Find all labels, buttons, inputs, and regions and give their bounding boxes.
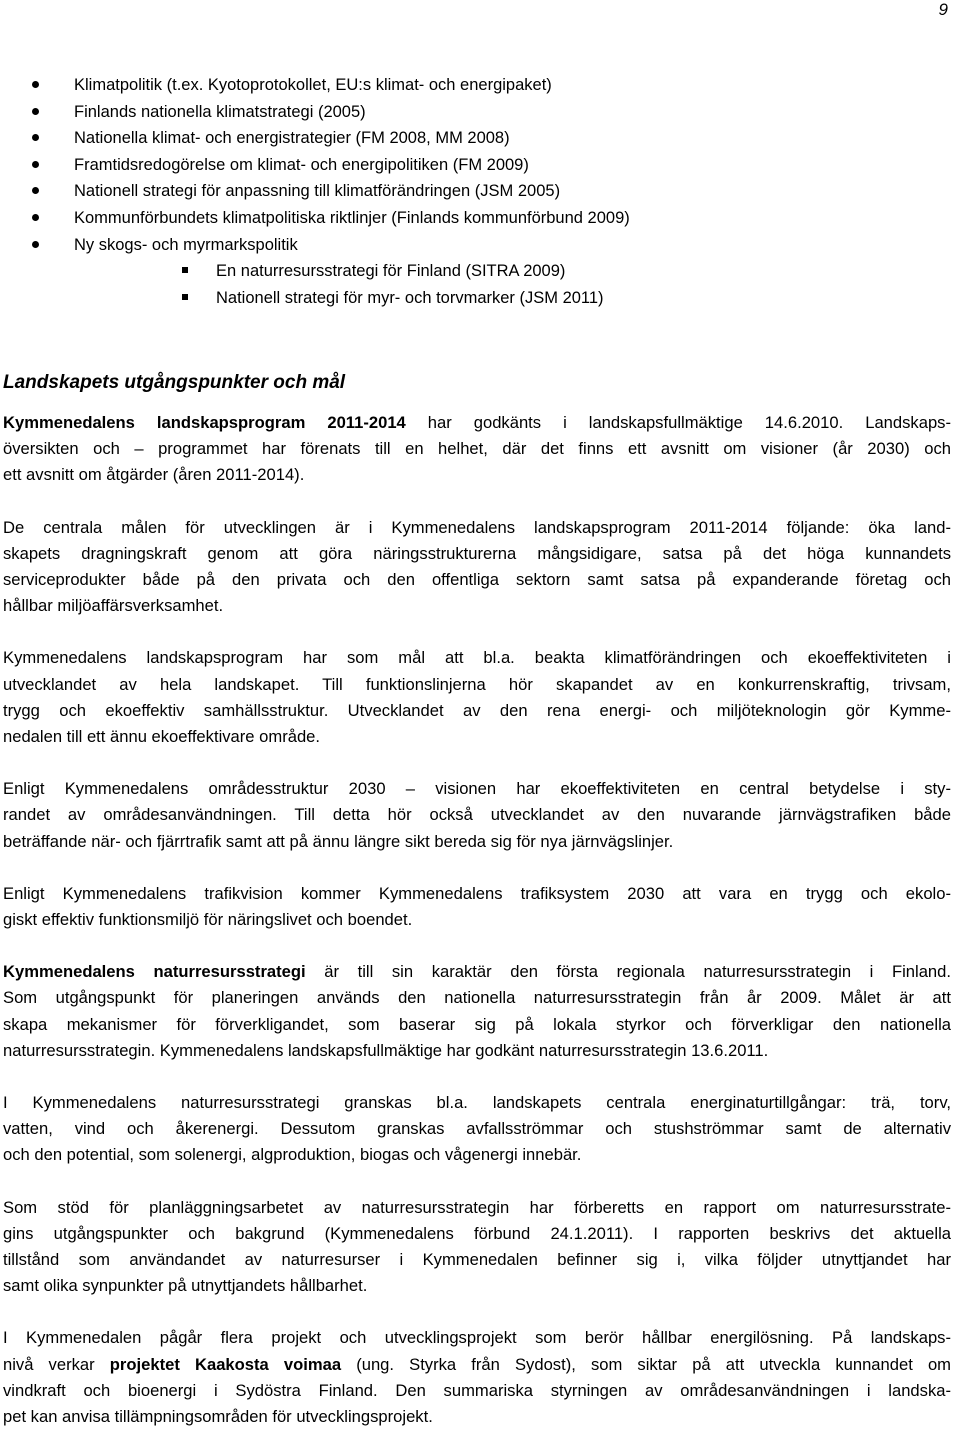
paragraph-trafikvision: Enligt Kymmenedalens trafikvision kommer Kymmenedalens trafiksystem 2030 att vara en trygg och ekolo- giskt effektiv funktionsmiljö för näringslivet och boendet.: [3, 883, 951, 930]
list-item: Nationell strategi för anpassning till klimatförändringen (JSM 2005): [0, 178, 940, 205]
bold-term: projektet Kaakosta voimaa: [109, 1354, 342, 1374]
list-item: Kommunförbundets klimatpolitiska riktlinjer (Finlands kommunförbund 2009): [0, 205, 940, 232]
section-heading: Landskapets utgångspunkter och mål: [3, 372, 346, 393]
list-item: Klimatpolitik (t.ex. Kyotoprotokollet, EU:s klimat- och energipaket): [0, 72, 940, 99]
paragraph-naturresursstrategi: Kymmenedalens naturresursstrategi är till sin karaktär den första regionala naturresursstrategin i Finland. Som utgångspunkt för planeringen används den nationella naturresursstrategin från år 2009. Målet är att skapa mekanismer för förverkligandet, som baserar sig på lokala styrkor och förverkligar den nationella naturresursstrategin. Kymmenedalens landskapsfullmäktige har godkänt naturresursstrategin 13.6.2011.: [3, 962, 951, 1060]
list-item: Finlands nationella klimatstrategi (2005): [0, 99, 940, 126]
bold-term: Kymmenedalens landskapsprogram 2011-2014: [3, 413, 406, 432]
list-item: Ny skogs- och myrmarkspolitik: [0, 232, 940, 259]
paragraph-omradesstruktur: Enligt Kymmenedalens områdesstruktur 2030 – visionen har ekoeffektiviteten en central betydelse i sty- randet av områdesanvändningen. Till detta hör också utvecklandet av den nuvarande järnvägstrafiken både beträffande när- och fjärrtrafik samt att på ännu längre sikt bereda sig för nya järnvägslinjer.: [3, 779, 951, 851]
body-text: [3, 370, 951, 1456]
list-item: Nationella klimat- och energistrategier (FM 2008, MM 2008): [0, 125, 940, 152]
sub-list-item: Nationell strategi för myr- och torvmarker (JSM 2011): [0, 285, 940, 312]
paragraph-landskapsprogram: Kymmenedalens landskapsprogram 2011-2014 har godkänts i landskapsfullmäktige 14.6.2010. Landskaps- översikten och – programmet har förenats till en helhet, där det finns ett avsnitt om visioner (år 2030) och ett avsnitt om åtgärder (åren 2011-2014).: [3, 413, 951, 485]
paragraph-projekt: I Kymmenedalen pågår flera projekt och utvecklingsprojekt som berör hållbar energilösning. På landskaps- nivå verkar projektet Kaakosta voimaa (ung. Styrka från Sydost), som siktar på att utveckla kunnandet om vindkraft och bioenergi i Sydöstra Finland. Den summariska styrningen av områdesanvändningen i landska- pet kan anvisa tillämpningsområden för utvecklingsprojekt.: [3, 1328, 951, 1427]
bullet-list: [0, 72, 940, 311]
paragraph-rapport: Som stöd för planläggningsarbetet av naturresursstrategin har förberetts en rapport om naturresursstrate- gins utgångspunkter och bakgrund (Kymmenedalens förbund 24.1.2011). I rapporten beskrivs det aktuella tillstånd som användandet av naturresurser i Kymmenedalen befinner sig i, vilka följder utnyttjandet har samt olika synpunkter på utnyttjandets hållbarhet.: [3, 1197, 951, 1296]
list-item: Framtidsredogörelse om klimat- och energipolitiken (FM 2009): [0, 152, 940, 179]
sub-list-item: En naturresursstrategi för Finland (SITRA 2009): [0, 258, 940, 285]
bold-term: Kymmenedalens naturresursstrategi: [3, 962, 306, 982]
paragraph-energitillgangar: I Kymmenedalens naturresursstrategi granskas bl.a. landskapets centrala energinaturtillgångar: trä, torv, vatten, vind och åkerenergi. Dessutom granskas avfallsströmmar och stushströmmar samt de alternativ och den potential, som solenergi, algproduktion, biogas och vågenergi innebär.: [3, 1093, 951, 1165]
paragraph-centrala-malen: De centrala målen för utvecklingen är i Kymmenedalens landskapsprogram 2011-2014 följande: öka land- skapets dragningskraft genom att göra näringsstrukturerna mångsidigare, satsa på det höga kunnandets serviceprodukter både på den privata och den offentliga sektorn samt satsa på expanderande företag och hållbar miljöaffärsverksamhet.: [3, 517, 951, 616]
page-number: 9: [938, 0, 948, 19]
paragraph-klimatforandringen: Kymmenedalens landskapsprogram har som mål att bl.a. beakta klimatförändringen och ekoeffektiviteten i utvecklandet av hela landskapet. Till funktionslinjerna hör skapandet av en konkurrenskraftig, trivsam, trygg och ekoeffektiv samhällsstruktur. Utvecklandet av den rena energi- och miljöteknologin gör Kymme- nedalen till ett ännu ekoeffektivare område.: [3, 648, 951, 747]
